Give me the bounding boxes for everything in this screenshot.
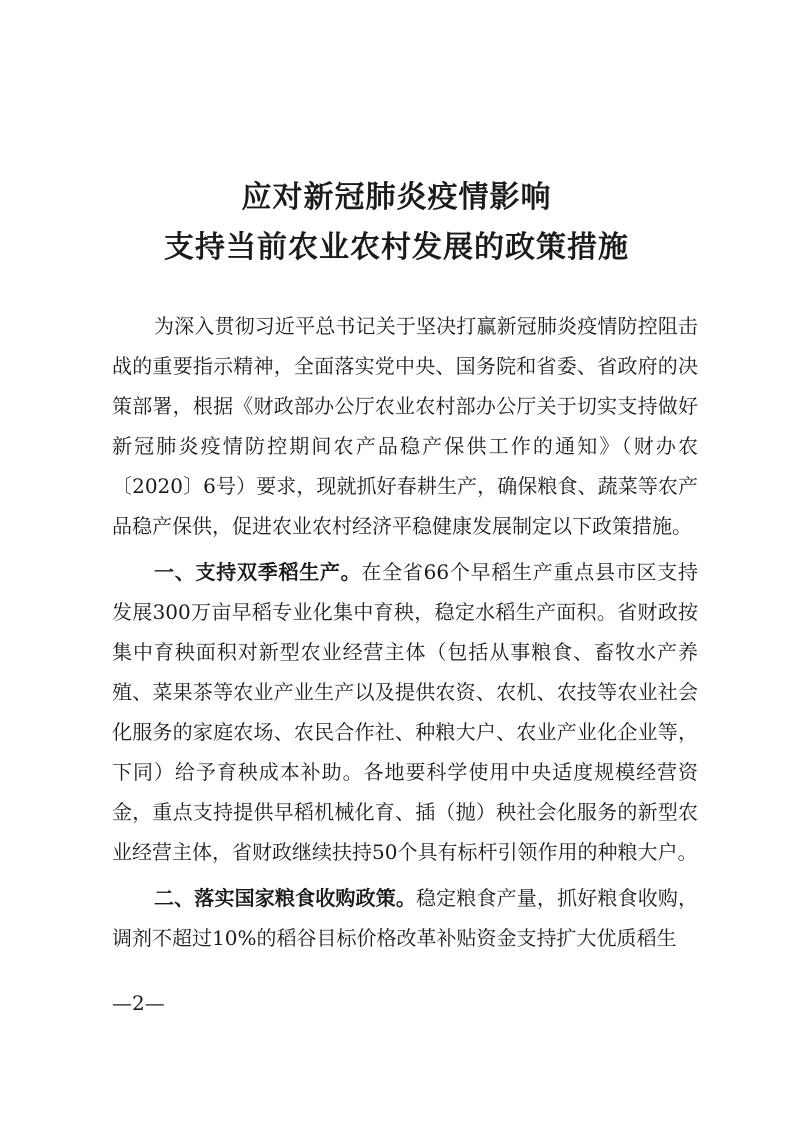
section-paragraph-1 xyxy=(112,552,698,872)
document-body xyxy=(112,306,698,964)
document-title-line-2: 支持当前农业农村发展的政策措施 xyxy=(164,230,629,265)
section-heading-2: 二、落实国家粮食收购政策。 xyxy=(154,886,416,910)
section-text-2: 稳定粮食产量，抓好粮食收购，调剂不超过10%的稻谷目标价格改革补贴资金支持扩大优质稻生 xyxy=(112,886,698,950)
intro-paragraph: 为深入贯彻习近平总书记关于坚决打赢新冠肺炎疫情防控阻击战的重要指示精神，全面落实党中央、国务院和省委、省政府的决策部署，根据《财政部办公厅农业农村部办公厅关于切实支持做好新冠肺炎疫情防控期间农产品稳产保供工作的通知》（财办农〔2020〕6号）要求，现就抓好春耕生产，确保粮食、蔬菜等农产品稳产保供，促进农业农村经济平稳健康发展制定以下政策措施。 xyxy=(112,314,698,538)
document-title-line-1: 应对新冠肺炎疫情影响 xyxy=(241,180,552,215)
section-paragraph-2 xyxy=(112,878,698,958)
section-heading-1: 一、支持双季稻生产。 xyxy=(154,560,362,584)
page-number: —2— xyxy=(112,991,165,1015)
section-text-1: 在全省66个早稻生产重点县市区支持发展300万亩早稻专业化集中育秧，稳定水稻生产面积。省财政按集中育秧面积对新型农业经营主体（包括从事粮食、畜牧水产养殖、菜果茶等农业产业生产以及提供农资、农机、农技等农业社会化服务的家庭农场、农民合作社、种粮大户、农业产业化企业等，下同）给予育秧成本补助。各地要科学使用中央适度规模经营资金，重点支持提供早稻机械化育、插（抛）秧社会化服务的新型农业经营主体，省财政继续扶持50个具有标杆引领作用的种粮大户。 xyxy=(112,560,698,864)
